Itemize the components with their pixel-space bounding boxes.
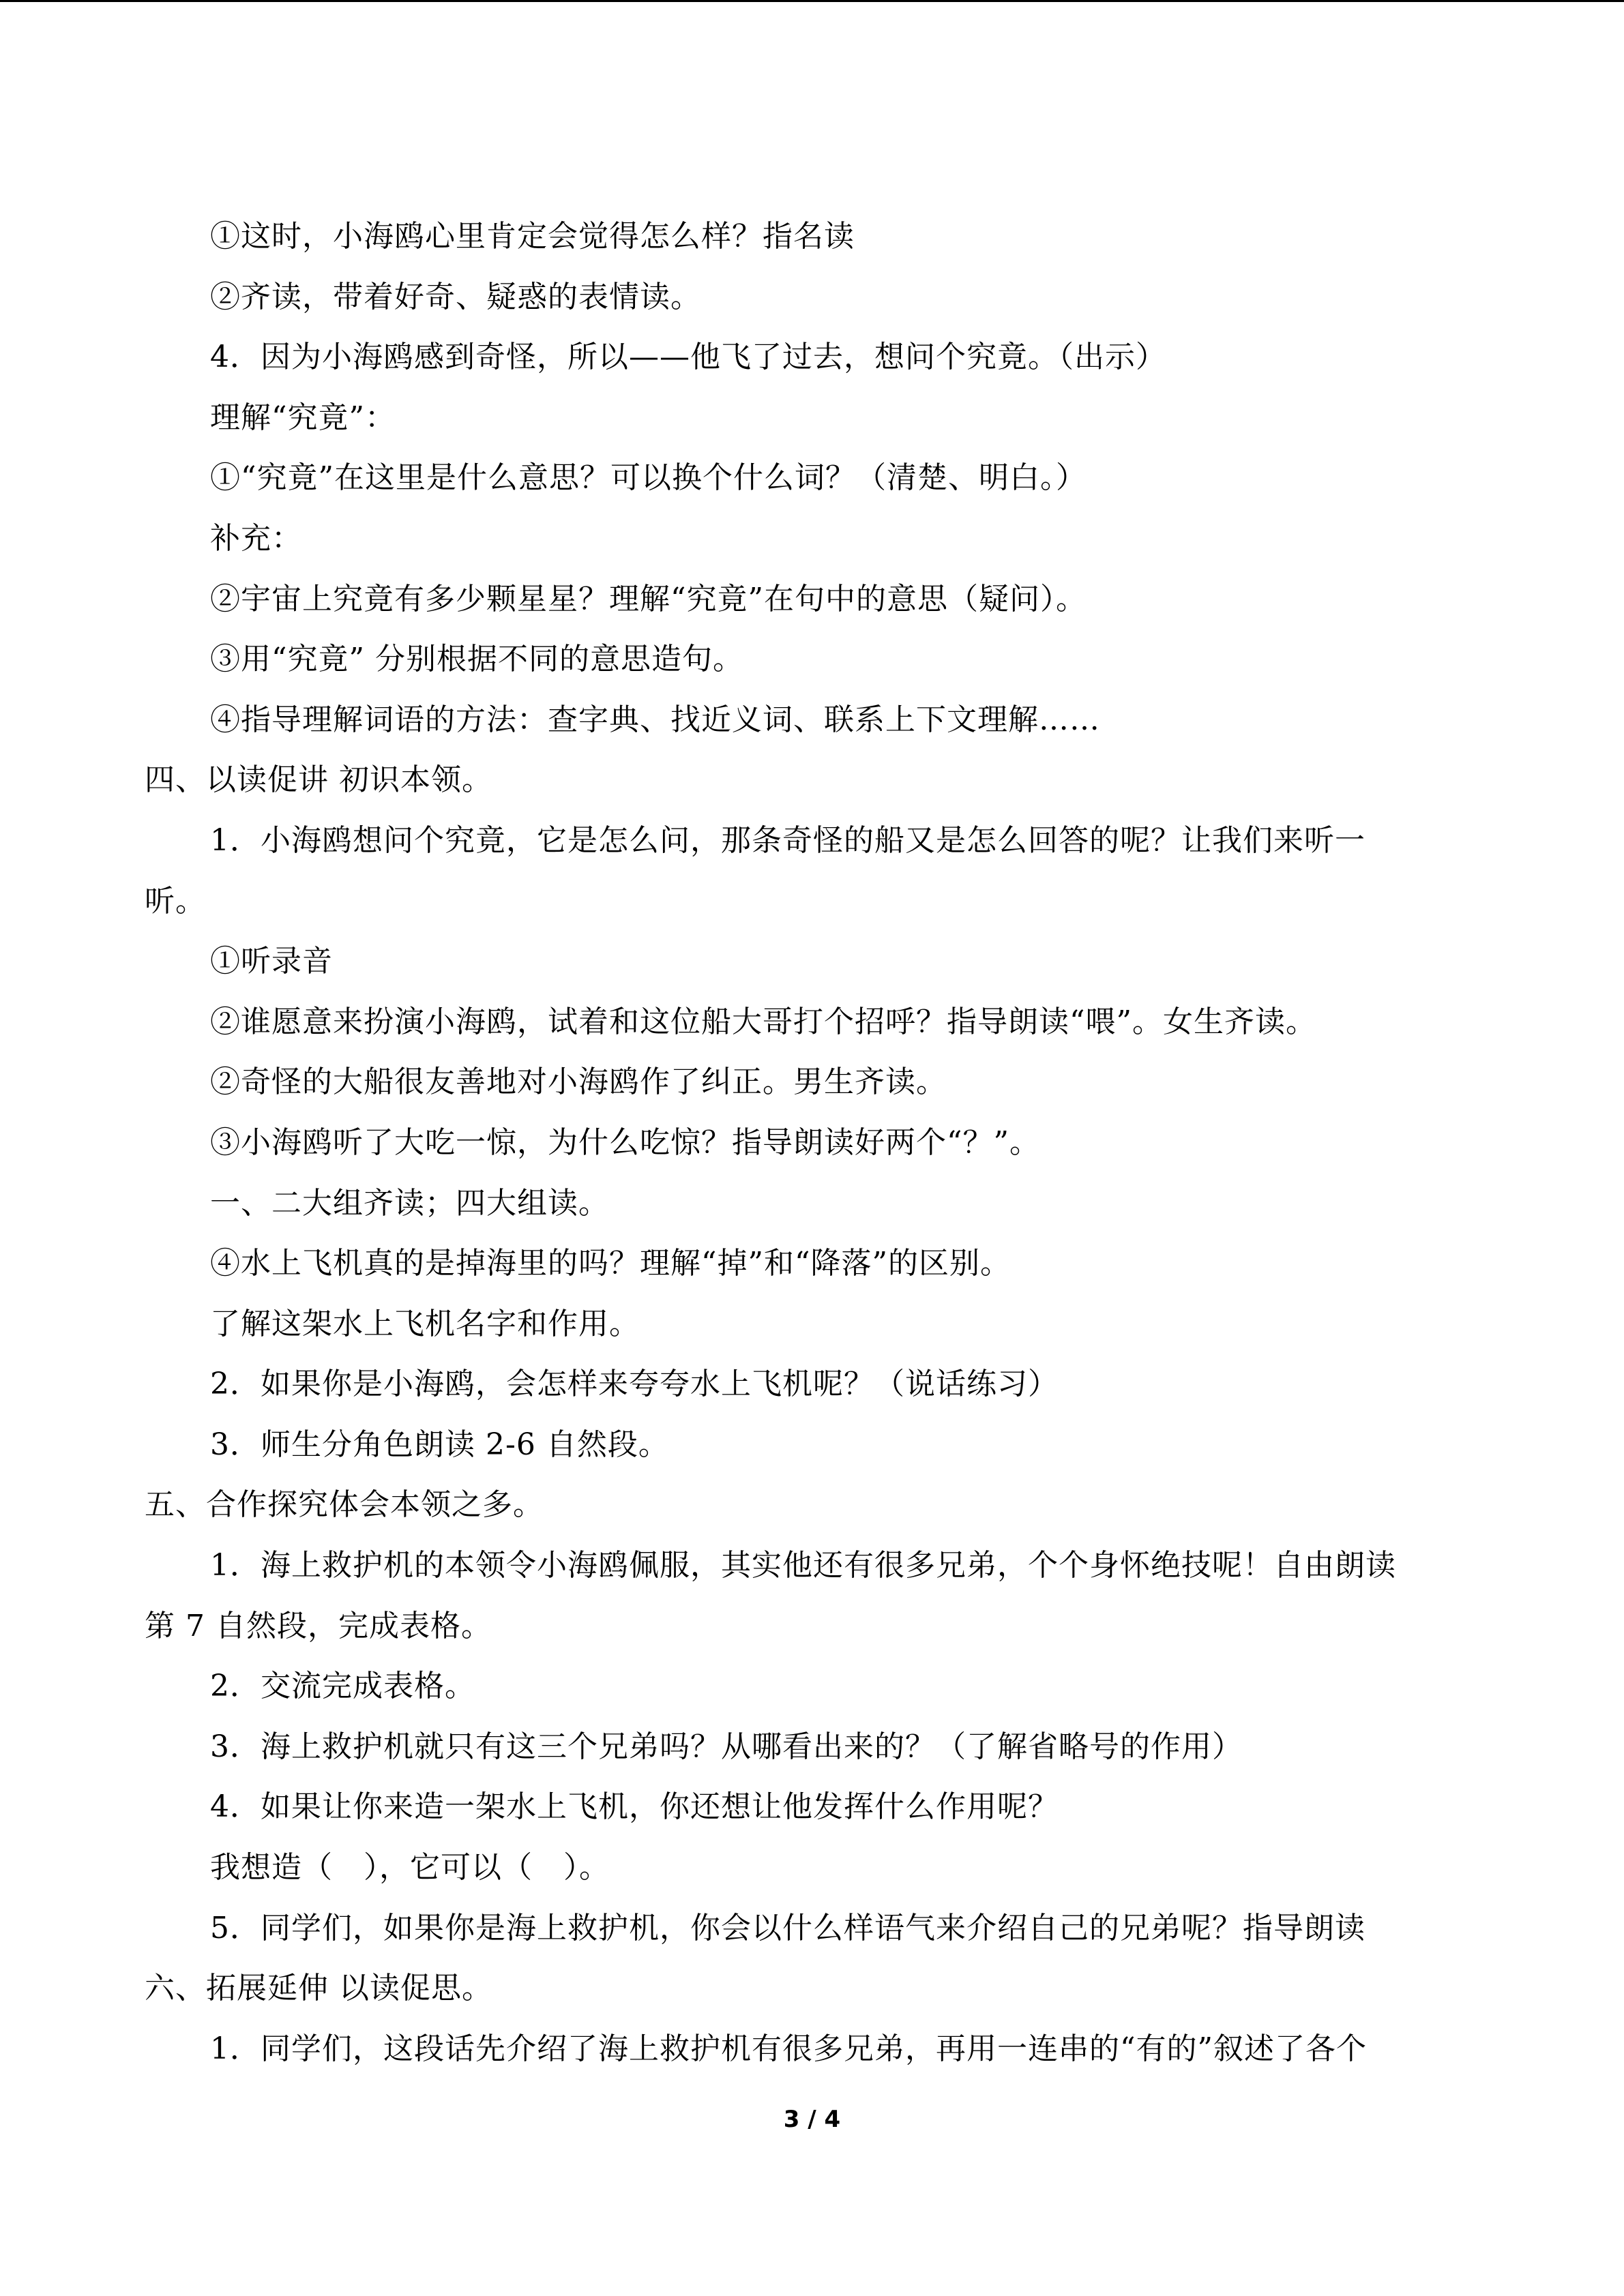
- text-line: 理解“究竟”：: [210, 400, 396, 435]
- section-heading: 五、合作探究体会本领之多。: [145, 1487, 544, 1523]
- text-line: ②齐读，带着好奇、疑惑的表情读。: [210, 279, 701, 314]
- text-line: 1．同学们，这段话先介绍了海上救护机有很多兄弟，再用一连串的“有的”叙述了各个: [210, 2031, 1367, 2066]
- text-line: 我想造（ ），它可以（ ）。: [210, 1850, 610, 1885]
- text-line: 一、二大组齐读；四大组读。: [210, 1185, 609, 1221]
- document-body: [145, 207, 1481, 2079]
- section-heading: 四、以读促讲 初识本领。: [145, 762, 492, 798]
- text-line: 4．如果让你来造一架水上飞机，你还想让他发挥什么作用呢？: [210, 1789, 1059, 1825]
- section-heading: 六、拓展延伸 以读促思。: [145, 1971, 492, 2006]
- page-number: 3 / 4: [783, 2106, 841, 2133]
- text-line: 4．因为小海鸥感到奇怪，所以——他飞了过去，想问个究竟。（出示）: [210, 340, 1166, 375]
- text-line: ①这时，小海鸥心里肯定会觉得怎么样？指名读: [210, 219, 855, 254]
- text-line: ④指导理解词语的方法：查字典、找近义词、联系上下文理解……: [210, 702, 1100, 737]
- text-line: ①“究竟”在这里是什么意思？可以换个什么词？（清楚、明白。）: [210, 460, 1087, 496]
- text-line: 5．同学们，如果你是海上救护机，你会以什么样语气来介绍自己的兄弟呢？指导朗读: [210, 1910, 1365, 1945]
- text-line: 3．海上救护机就只有这三个兄弟吗？从哪看出来的？（了解省略号的作用）: [210, 1729, 1243, 1764]
- text-line: 2．交流完成表格。: [210, 1669, 475, 1704]
- text-line: 3．师生分角色朗读 2-6 自然段。: [210, 1427, 669, 1462]
- text-line: ②宇宙上究竟有多少颗星星？理解“究竟”在句中的意思（疑问）。: [210, 581, 1087, 616]
- text-line: 补充：: [210, 520, 302, 556]
- text-line: 1．小海鸥想问个究竟，它是怎么问，那条奇怪的船又是怎么回答的呢？让我们来听一: [210, 822, 1365, 858]
- text-line: ①听录音: [210, 944, 333, 979]
- text-line: 听。: [145, 883, 206, 919]
- text-line: 第 7 自然段，完成表格。: [145, 1608, 492, 1643]
- text-line: ③用“究竟” 分别根据不同的意思造句。: [210, 642, 743, 677]
- text-line: 了解这架水上飞机名字和作用。: [210, 1306, 640, 1341]
- text-line: ②奇怪的大船很友善地对小海鸥作了纠正。男生齐读。: [210, 1064, 947, 1100]
- text-line: 1．海上救护机的本领令小海鸥佩服，其实他还有很多兄弟，个个身怀绝技呢！自由朗读: [210, 1548, 1396, 1583]
- text-line: ②谁愿意来扮演小海鸥，试着和这位船大哥打个招呼？指导朗读“喂”。女生齐读。: [210, 1004, 1316, 1039]
- text-line: ④水上飞机真的是掉海里的吗？理解“掉”和“降落”的区别。: [210, 1246, 1011, 1281]
- text-line: ③小海鸥听了大吃一惊，为什么吃惊？指导朗读好两个“？”。: [210, 1124, 1040, 1160]
- text-line: 2．如果你是小海鸥，会怎样来夸夸水上飞机呢？（说话练习）: [210, 1367, 1059, 1402]
